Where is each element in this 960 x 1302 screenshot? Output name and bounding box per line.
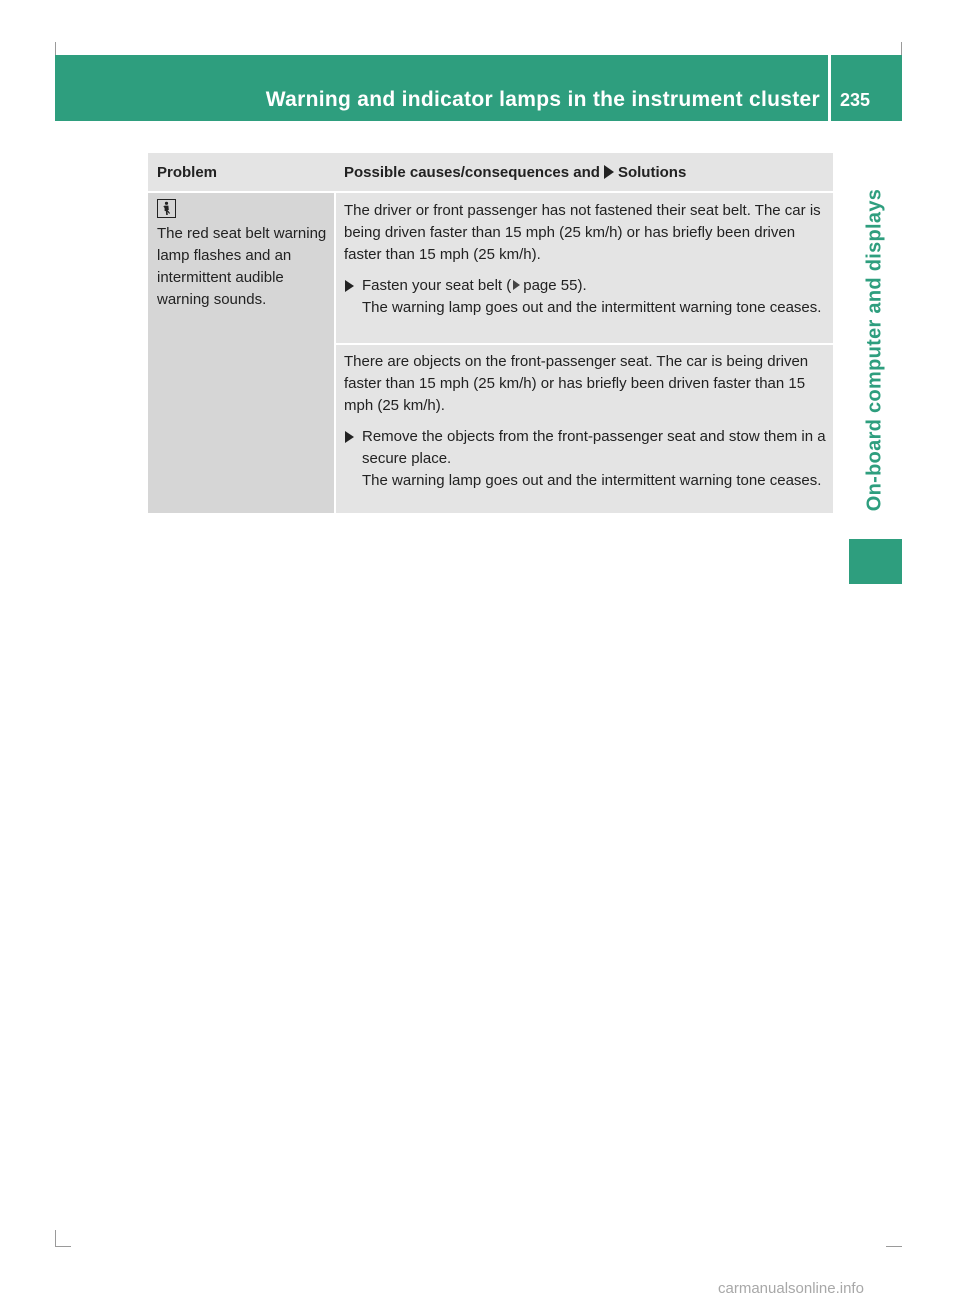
header-divider: [828, 55, 831, 121]
action-arrow-icon: [345, 280, 354, 292]
side-tab-marker: [849, 539, 902, 584]
problem-cell: [148, 193, 334, 513]
crop-mark-bottom-right-h: [886, 1246, 902, 1247]
action-arrow-icon: [604, 165, 614, 179]
solution-cell-2: [336, 345, 833, 513]
action-arrow-icon: [345, 431, 354, 443]
section-title: Warning and indicator lamps in the instrument cluster: [265, 88, 820, 111]
watermark: carmanualsonline.info: [718, 1280, 864, 1297]
action-item-1: [336, 275, 833, 297]
cause-text-1: The driver or front passenger has not fastened their seat belt. The car is being driven faster than 15 mph (25 km/h) or has briefly been driven faster than 15 mph (25 km/h).: [344, 202, 821, 263]
action-text-2: Remove the objects from the front-passenger seat and stow them in a secure place.: [362, 428, 826, 467]
action-text-1-prefix: Fasten your seat belt (: [362, 277, 512, 294]
column-header-solutions-prefix: Possible causes/consequences and: [344, 164, 600, 181]
column-header-solutions-suffix: Solutions: [617, 164, 687, 181]
problem-description: The red seat belt warning lamp flashes and an intermittent audible warning sounds.: [157, 225, 327, 308]
column-header-problem: Problem: [157, 164, 218, 181]
crop-mark-top-right-v: [901, 42, 902, 55]
cause-text-2: There are objects on the front-passenger seat. The car is being driven faster than 15 mph (25 km/h) or has briefly been driven faster than 15 mph (25 km/h).: [344, 353, 809, 414]
side-tab-label: On-board computer and displays: [863, 188, 886, 512]
seat-belt-icon: [157, 199, 176, 218]
column-header-solutions: [344, 164, 686, 181]
crop-mark-bottom-left-h: [55, 1246, 71, 1247]
table-header: [148, 153, 833, 191]
action-text-1-suffix: ).: [577, 277, 587, 294]
result-text-1: The warning lamp goes out and the intermittent warning tone ceases.: [362, 299, 822, 316]
solution-cell-1: [336, 193, 833, 343]
seat-belt-icon-glyph: [158, 200, 175, 217]
page-reference-link[interactable]: page 55: [523, 277, 578, 294]
action-item-2: [336, 426, 833, 470]
result-text-2: The warning lamp goes out and the intermittent warning tone ceases.: [362, 472, 822, 489]
page-reference-icon: [513, 280, 520, 290]
page-number: 235: [840, 90, 871, 110]
crop-mark-bottom-left-v: [55, 1230, 56, 1247]
crop-mark-top-left-v: [55, 42, 56, 55]
